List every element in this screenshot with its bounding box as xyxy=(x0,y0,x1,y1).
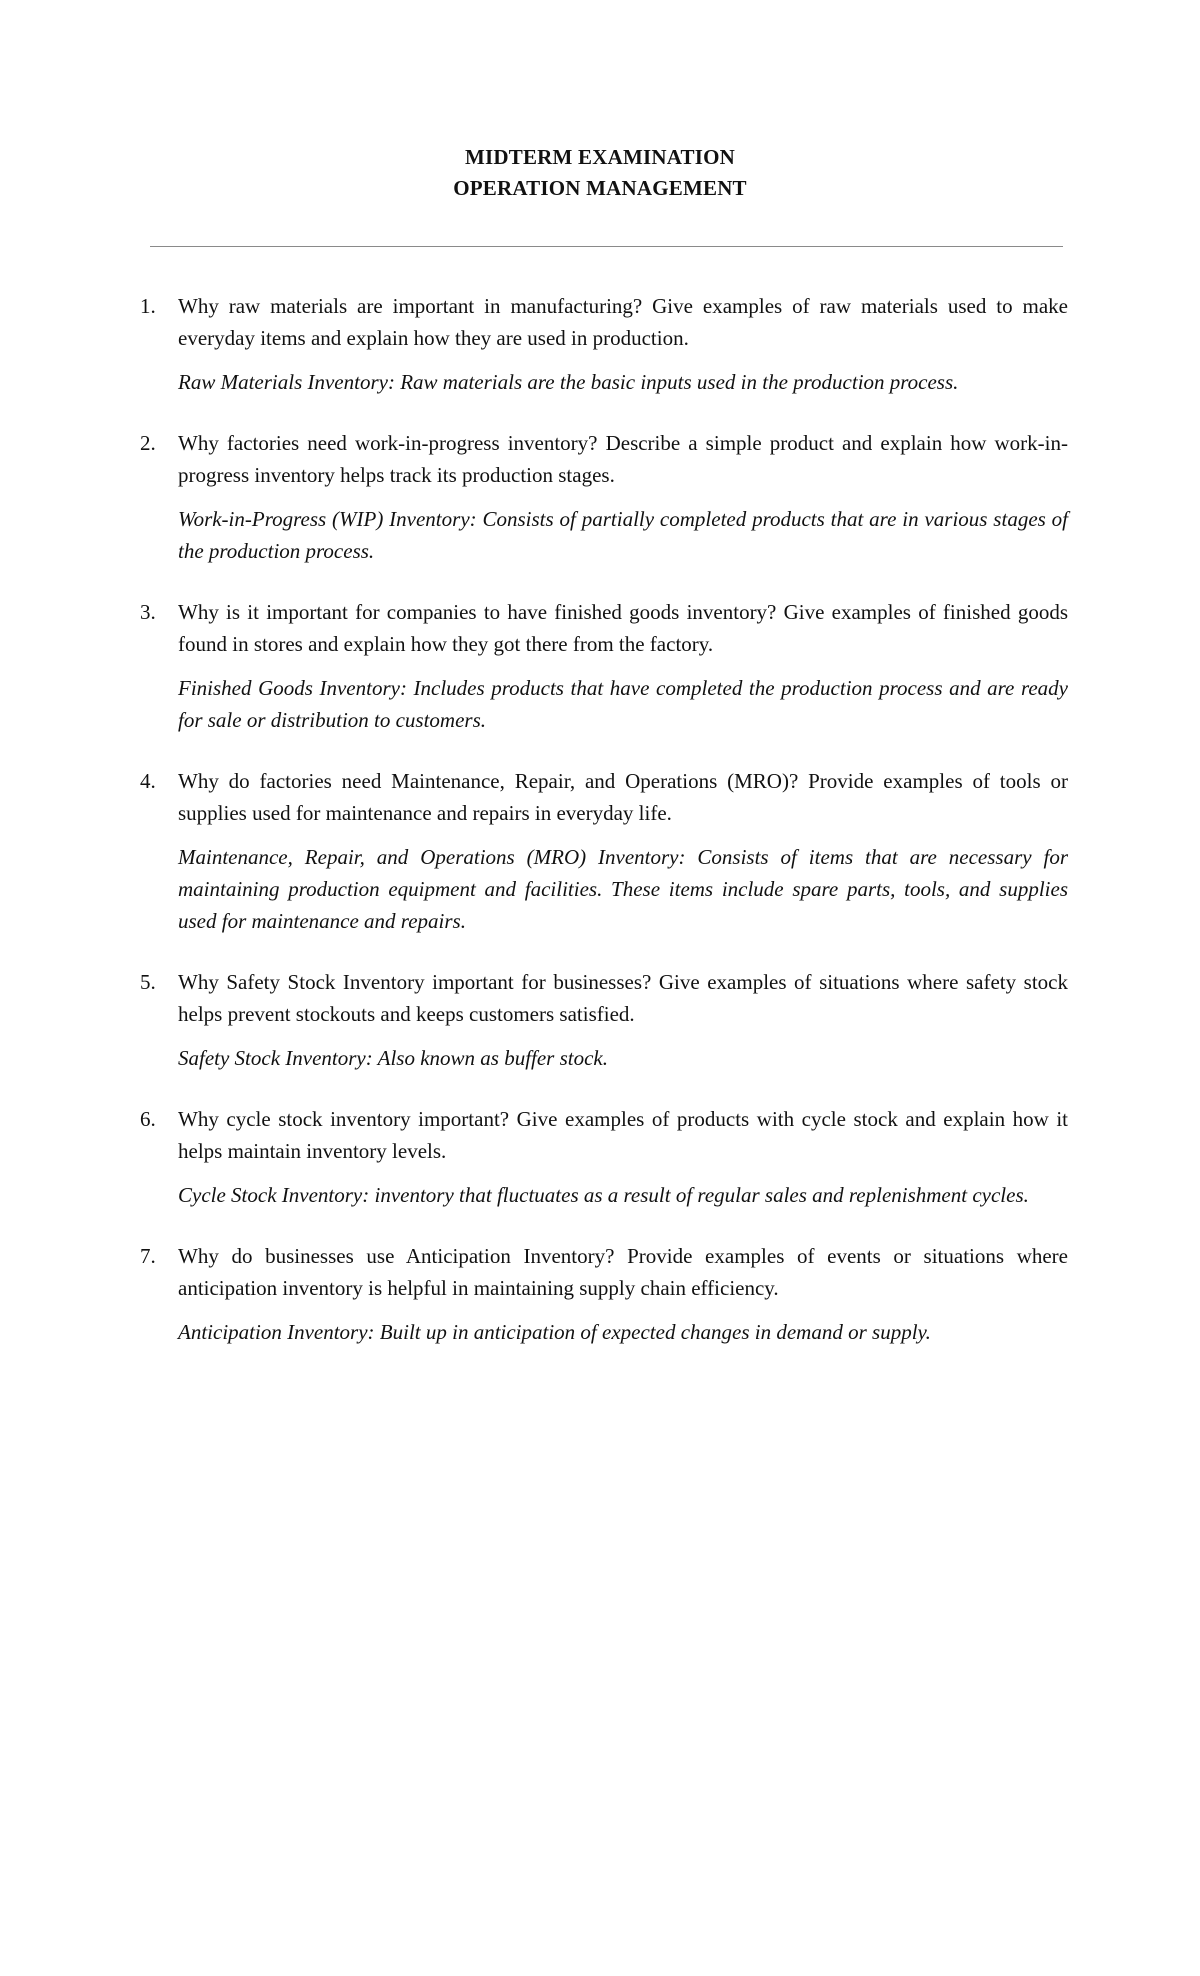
question-number: 3. xyxy=(140,600,156,624)
course-title: OPERATION MANAGEMENT xyxy=(453,176,747,200)
question-number: 2. xyxy=(140,431,156,455)
question-text: Why is it important for companies to have finished goods inventory? Give examples of finished goods found in stores and explain how they got there from the factory. xyxy=(178,600,1068,656)
question-item-3 xyxy=(140,596,1068,736)
exam-title: MIDTERM EXAMINATION xyxy=(465,145,735,169)
question-item-5 xyxy=(140,966,1068,1074)
question-number: 4. xyxy=(140,769,156,793)
question-list xyxy=(140,290,1068,1377)
header-divider xyxy=(150,246,1063,247)
question-item-2 xyxy=(140,427,1068,567)
question-text: Why Safety Stock Inventory important for businesses? Give examples of situations where safety stock helps prevent stockouts and keeps customers satisfied. xyxy=(178,970,1068,1026)
answer-text: Finished Goods Inventory: Includes products that have completed the production process and are ready for sale or distribution to customers. xyxy=(178,676,1068,732)
answer-text: Raw Materials Inventory: Raw materials are the basic inputs used in the production process. xyxy=(178,370,959,394)
question-number: 5. xyxy=(140,970,156,994)
question-item-6 xyxy=(140,1103,1068,1211)
answer-text: Work-in-Progress (WIP) Inventory: Consists of partially completed products that are in various stages of the production process. xyxy=(178,507,1068,563)
answer-text: Safety Stock Inventory: Also known as buffer stock. xyxy=(178,1046,609,1070)
question-text: Why raw materials are important in manufacturing? Give examples of raw materials used to make everyday items and explain how they are used in production. xyxy=(178,294,1068,350)
question-number: 6. xyxy=(140,1107,156,1131)
document-header xyxy=(0,142,1200,204)
question-number: 1. xyxy=(140,294,156,318)
answer-text: Anticipation Inventory: Built up in anticipation of expected changes in demand or supply. xyxy=(178,1320,931,1344)
question-text: Why cycle stock inventory important? Give examples of products with cycle stock and explain how it helps maintain inventory levels. xyxy=(178,1107,1068,1163)
question-text: Why do factories need Maintenance, Repair, and Operations (MRO)? Provide examples of tools or supplies used for maintenance and repairs in everyday life. xyxy=(178,769,1068,825)
question-item-4 xyxy=(140,765,1068,937)
answer-text: Cycle Stock Inventory: inventory that fluctuates as a result of regular sales and replenishment cycles. xyxy=(178,1183,1029,1207)
question-item-7 xyxy=(140,1240,1068,1348)
answer-text: Maintenance, Repair, and Operations (MRO) Inventory: Consists of items that are necessary for maintaining production equipment and facilities. These items include spare parts, tools, and supplies used for maintenance and repairs. xyxy=(178,845,1068,933)
question-text: Why factories need work-in-progress inventory? Describe a simple product and explain how work-in-progress inventory helps track its production stages. xyxy=(178,431,1068,487)
question-item-1 xyxy=(140,290,1068,398)
question-text: Why do businesses use Anticipation Inventory? Provide examples of events or situations where anticipation inventory is helpful in maintaining supply chain efficiency. xyxy=(178,1244,1068,1300)
question-number: 7. xyxy=(140,1244,156,1268)
